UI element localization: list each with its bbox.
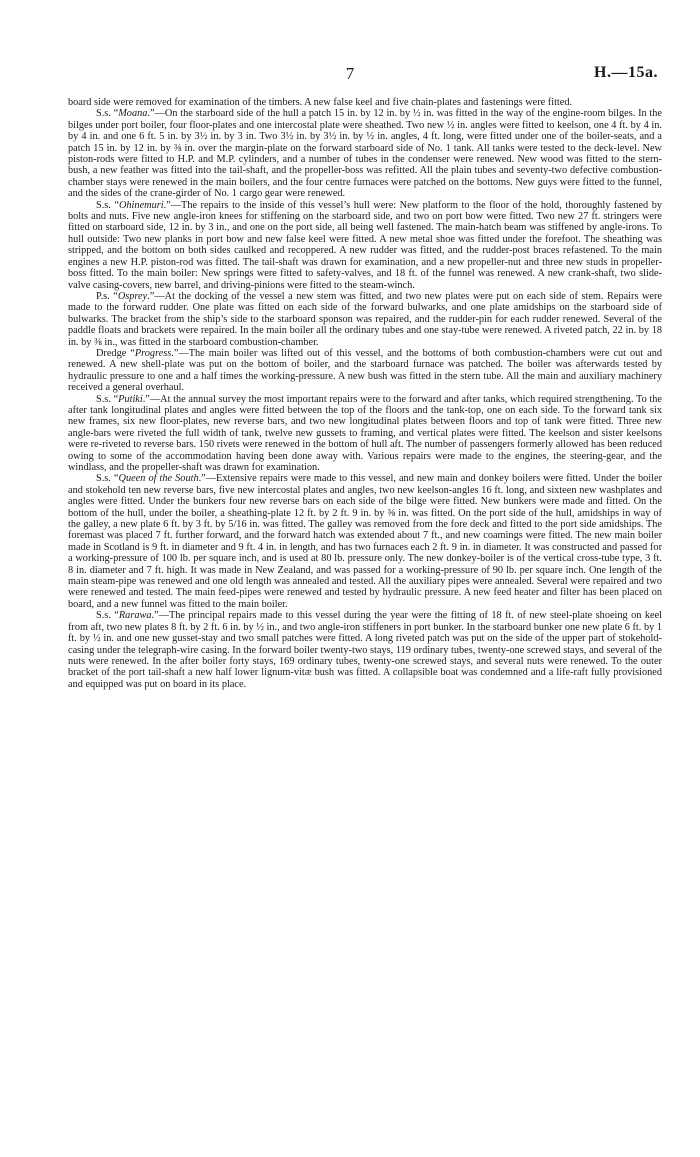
- paragraph-text: .”—On the starboard side of the hull a patch 15 in. by 12 in. by ½ in. was fitted in the way of the engine-room bilges. In the bilges under port boiler, four floor-plates and one intercostal plate were sheathed. Two new ½ in. angles were fitted to keelson, one 4 ft. by 4 in. by 4 in. and one 6 ft. 5 in. by 3½ in. by 3 in. Two 3½ in. by 3½ in. by ½ in. angles, 4 ft. long, were fitted under one of the boiler-seats, and a patch 15 in. by 12 in. by ⅜ in. over the margin-plate on the forward starboard side of No. 1 tank. All tanks were tested to the deck-level. New piston-rods were fitted to H.P. and M.P. cylinders, and a number of tubes in the condenser were renewed. New wood was fitted to the stern-bush, a new feather was fitted into the tail-shaft, and the propeller-boss was refitted. All the plain tubes and seventy-two defective combustion-chamber stays were renewed in the main boilers, and the four centre furnaces were patched on the bottoms. New guys were fitted to the funnel, and the sides of the crane-girder of No. 1 cargo gear were renewed.: [68, 108, 663, 200]
- vessel-name: Rarawa: [118, 610, 152, 622]
- paragraph-putiki: [68, 394, 662, 474]
- vessel-prefix: S.s. “: [96, 393, 119, 405]
- vessel-name: Osprey: [117, 290, 148, 302]
- paragraph-rarawa: [68, 610, 662, 690]
- paragraph-text: .”—The principal repairs made to this vessel during the year were the fitting of 18 ft. of new steel-plate shoeing on keel from aft, two new plates 8 ft. by 2 ft. 6 in. by ½ in., and two angle-iron stiffeners in port bunker. In the starboard bunker one new plate 6 ft. by 1 ft. by ½ in. and one new gusset-stay and two small patches were fitted. A long riveted patch was put on the side of the upper part of stokehold-casing under the telegraph-wire casing. In the forward boiler twenty-two stays, 119 ordinary tubes, twenty-one screwed stays, and several of the nuts were renewed. In the after boiler forty stays, 169 ordinary tubes, twenty-one screwed stays, and several nuts were renewed. To the outer bracket of the port tail-shaft a new half lower lignum-vitæ bush was fitted. A collapsible boat was condemned and a life-raft fully provisioned and equipped was put on board in its place.: [68, 610, 663, 690]
- vessel-name: Moana: [118, 108, 148, 120]
- paragraph-text: .”—At the docking of the vessel a new stem was fitted, and two new plates were put on each side of stem. Repairs were made to the forward rudder. One plate was fitted on each side of the forward bulwarks, and one plate amidships on the starboard side of bulwarks. The bracket from the ship’s side to the starboard sponson was repaired, and the rudder-pin for each rudder renewed. Several of the paddle floats and brackets were repaired. In the main boiler all the ordinary tubes and one stay-tube were renewed. A riveted patch, 22 in. by 18 in. by ⅜ in., was fitted in the starboard combustion-chamber.: [68, 290, 662, 348]
- paragraph-continuation: [68, 97, 662, 108]
- paragraph-text: .”—The repairs to the inside of this vessel’s hull were: New platform to the floor of the hold, thoroughly fastened by bolts and nuts. Five new angle-iron knees for stiffening on the starboard side, and two on port bow were fitted. Two new 27 ft. stringers were fitted on starboard side, 12 in. by 3 in., and one on the port side, all being well fastened. The main-hatch beam was stiffened by angle-irons. To hull outside: Two new planks in port bow and new false keel were fitted. A new metal shoe was fitted under the forefoot. The sheathing was stripped, and the bottom on both sides caulked and recoppered. A new rudder was fitted, and the rudder-post braces refastened. To the main engines a new H.P. piston-rod was fitted. The tail-shaft was drawn for examination, and a new propeller-nut and three new studs in propeller-boss fitted. To the main boiler: New springs were fitted to safety-valves, and 18 ft. of the funnel was renewed. A new crank-shaft, two slide-valve casing-covers, new barrel, and driving-pinions were fitted to the steam-winch.: [68, 199, 663, 291]
- page-number: 7: [345, 64, 355, 83]
- paragraph-moana: [68, 108, 662, 199]
- document-body: [68, 97, 662, 690]
- paragraph-osprey: [68, 291, 662, 348]
- vessel-prefix: Dredge “: [96, 347, 135, 359]
- paragraph-text: .”—The main boiler was lifted out of this vessel, and the bottoms of both combustion-chambers were cut out and renewed. A new shell-plate was put on the bottom of boiler, and the starboard furnace was patched. The boiler was afterwards tested by hydraulic pressure to one and a half times the working-pressure. A new bush was fitted in the stern tube. All the main and auxiliary machinery received a general overhaul.: [68, 347, 663, 394]
- paragraph-text: board side were removed for examination of the timbers. A new false keel and five chain-plates and fastenings were fitted.: [68, 97, 573, 108]
- vessel-name: Progress: [134, 347, 172, 359]
- vessel-prefix: S.s. “: [96, 473, 119, 485]
- vessel-prefix: S.s. “: [96, 199, 119, 211]
- paragraph-ohinemuri: [68, 200, 662, 291]
- paragraph-text: .”—Extensive repairs were made to this vessel, and new main and donkey boilers were fitted. Under the boiler and stokehold ten new reverse bars, five new intercostal plates and angles, two new keelson-angles 16 ft. long, and sixteen new washplates and angles were fitted. Under the bunkers four new reverse bars on each side of the bilge were fitted. New bunkers were made and fitted. On the bottom of the hull, under the boiler, a sheathing-plate 12 ft. by 2 ft. 9 in. by ⅜ in. was fitted. On the port side of the hull, amidships in way of the galley, a new plate 6 ft. by 3 ft. by 5/16 in. was fitted. The galley was removed from the fore deck and fitted to the port side amidships. The foremast was placed 7 ft. further forward, and the forward hatch was extended about 7 ft., and new coamings were fitted. The new main boiler made in Scotland is 9 ft. in diameter and 9 ft. 4 in. in length, and has two furnaces each 2 ft. 9 in. in diameter. It was constructed and passed for a working-pressure of 100 lb. per square inch, and is used at 80 lb. pressure only. The new donkey-boiler is of the vertical cross-tube type, 3 ft. 8 in. diameter and 7 ft. high. It was made in New Zealand, and was passed for a working-pressure of 90 lb. per square inch. One length of the main steam-pipe was renewed and one old length was annealed and tested. All the auxiliary pipes were annealed. Several were repaired and two were renewed and tested. The main feed-pipes were renewed and tested by hydraulic pressure. A new feed heater and filter has been placed on board, and a new funnel was fitted to the main boiler.: [68, 473, 662, 610]
- vessel-prefix: S.s. “: [96, 610, 119, 622]
- vessel-prefix: P.s. “: [96, 290, 118, 302]
- vessel-name: Queen of the South: [118, 473, 199, 485]
- vessel-name: Putiki: [118, 393, 143, 405]
- paragraph-progress: [68, 348, 662, 394]
- paragraph-text: .”—At the annual survey the most important repairs were to the forward and after tanks, which required strengthening. To the after tank longitudinal plates and angles were fitted between the top of the floors and the tank-top, one on each side. To the forward tank six new frames, six new floor-plates, new reverse bars, and two new longitudinal plates between floors and top of tank were fitted. Three new angle-bars were riveted the full width of tank, twelve new gussets to framing, and vertical plates were fitted. The keelson and sister keelsons were re-riveted to reverse bars. 150 rivets were renewed in the bottom of hull aft. The number of passengers formerly allowed has been reduced owing to some of the accommodation having been done away with. Various repairs were made to the engines, the steering-gear, and the windlass, and the propeller-shaft was drawn for examination.: [68, 393, 662, 473]
- vessel-name: Ohinemuri: [118, 199, 164, 211]
- document-code: H.—15a.: [594, 64, 658, 81]
- vessel-prefix: S.s. “: [96, 108, 119, 120]
- paragraph-queen-of-the-south: [68, 473, 662, 610]
